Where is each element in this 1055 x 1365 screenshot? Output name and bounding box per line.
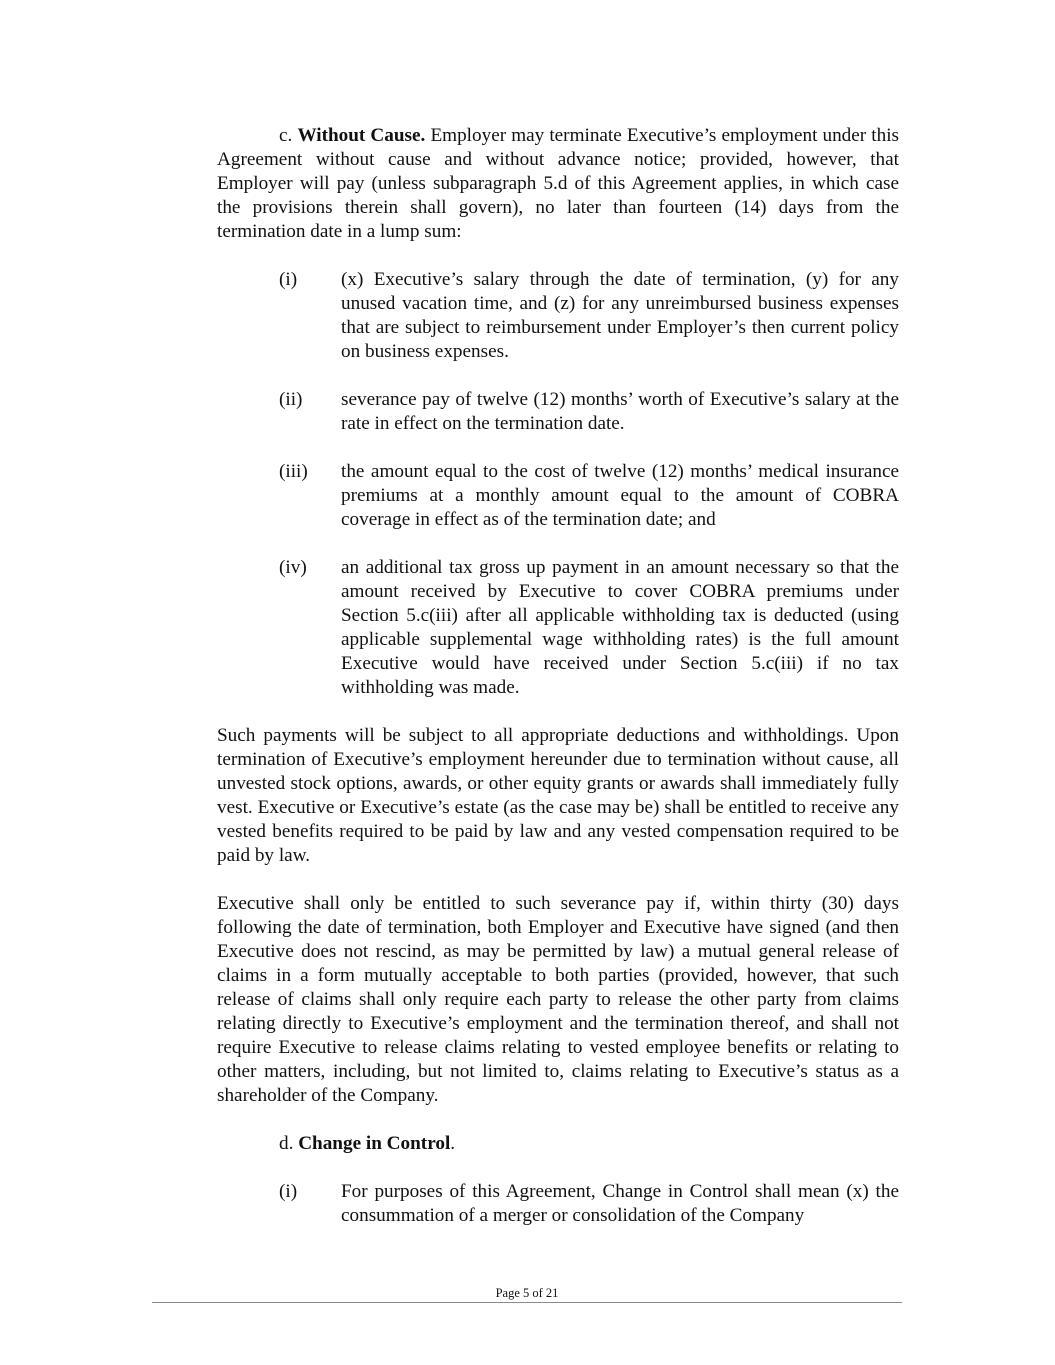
footer-divider xyxy=(152,1302,902,1303)
section-d-label: d. xyxy=(279,1133,294,1154)
payments-paragraph: Such payments will be subject to all appropriate deductions and withholdings. Upon termination of Executive’s employment hereunder due to termination without cause, all unvested stock options, awards, or other equity grants or awards shall immediately fully vest. Executive or Executive’s estate (as the case may be) shall be entitled to receive any vested benefits required to be paid by law and any vested compensation required to be paid by law. xyxy=(217,725,899,866)
page-number-footer: Page 5 of 21 xyxy=(495,1286,559,1300)
section-c-item-iv xyxy=(279,556,899,700)
section-d-item-i xyxy=(279,1180,899,1228)
section-c-item-ii xyxy=(279,388,899,436)
section-c-heading: Without Cause. xyxy=(297,125,426,146)
item-text: the amount equal to the cost of twelve (12) months’ medical insurance premiums at a monthly amount equal to the amount of COBRA coverage in effect as of the termination date; and xyxy=(341,461,899,530)
page-body xyxy=(217,124,899,1228)
section-c-intro-text: Employer may terminate Executive’s employment under this Agreement without cause and without advance notice; provided, however, that Employer will pay (unless subparagraph 5.d of this Agreement applies, in which case the provisions therein shall govern), no later than fourteen (14) days from the termination date in a lump sum: xyxy=(217,125,900,242)
item-text: (x) Executive’s salary through the date of termination, (y) for any unused vacation time, and (z) for any unreimbursed business expenses that are subject to reimbursement under Employer’s then current policy on business expenses. xyxy=(341,269,899,362)
item-number: (i) xyxy=(279,269,298,290)
item-number: (iii) xyxy=(279,461,308,482)
section-c-item-iii xyxy=(279,460,899,532)
item-text: severance pay of twelve (12) months’ worth of Executive’s salary at the rate in effect on the termination date. xyxy=(341,389,899,434)
section-d-heading: Change in Control xyxy=(298,1133,451,1154)
section-c-label: c. xyxy=(279,125,293,146)
item-text: For purposes of this Agreement, Change in Control shall mean (x) the consummation of a merger or consolidation of the Company xyxy=(341,1181,899,1226)
item-number: (iv) xyxy=(279,557,307,578)
section-c-intro xyxy=(217,124,899,244)
release-paragraph: Executive shall only be entitled to such severance pay if, within thirty (30) days following the date of termination, both Employer and Executive have signed (and then Executive does not rescind, as may be permitted by law) a mutual general release of claims in a form mutually acceptable to both parties (provided, however, that such release of claims shall only require each party to release the other party from claims relating directly to Executive’s employment and the termination thereof, and shall not require Executive to release claims relating to vested employee benefits or relating to other matters, including, but not limited to, claims relating to Executive’s status as a shareholder of the Company. xyxy=(217,893,899,1106)
item-number: (ii) xyxy=(279,389,303,410)
section-d-heading-line xyxy=(279,1132,899,1156)
item-text: an additional tax gross up payment in an amount necessary so that the amount received by Executive to cover COBRA premiums under Section 5.c(iii) after all applicable withholding tax is deducted (using applicable supplemental wage withholding rates) is the full amount Executive would have received under Section 5.c(iii) if no tax withholding was made. xyxy=(341,557,899,698)
section-d-heading-period: . xyxy=(450,1133,456,1154)
section-c-item-i xyxy=(279,268,899,364)
item-number: (i) xyxy=(279,1181,298,1202)
